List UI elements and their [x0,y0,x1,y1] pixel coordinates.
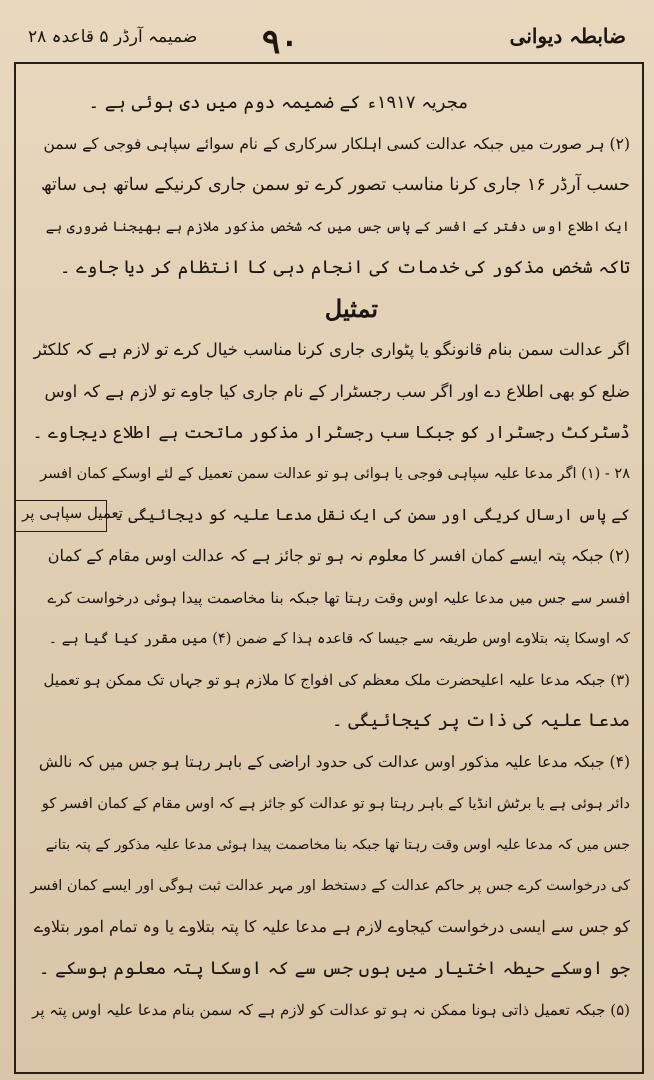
text-line: تاکہ شخص مذکور کی خدمات کی انجام دہی کا انتظام کر دیا جاوے ۔ [59,257,630,278]
book-title: ضابطہ دیوانی [509,24,626,48]
section-reference: ضمیمہ آرڈر ۵ قاعدہ ۲۸ [28,27,198,47]
page-number: ۹۰ [262,22,299,62]
text-line: جو اوسکے حیطہ اختیار میں ہوں جس سے کہ اوسکا پتہ معلوم ہوسکے ۔ [38,958,630,979]
text-line: (۲) ہر صورت میں جبکہ عدالت کسی اہلکار سرکاری کے نام سوائے سپاہی فوجی کے سمن [43,135,630,153]
text-line: ۲۸ - (۱) اگر مدعا علیہ سپاہی فوجی یا ہوائی ہو تو عدالت سمن تعمیل کے لئے اوسکے کمان افسر [40,466,630,482]
text-line: کی درخواست کرے جس پر حاکم عدالت کے دستخط اور مہر عدالت ثبت ہوگی اور ایسے کمان افسر [30,878,630,894]
section-heading: تمثیل [324,294,378,323]
text-line: مجریہ ۱۹۱۷ء کے ضمیمہ دوم میں دی ہوئی ہے ۔ [88,92,468,113]
text-line: (۲) جبکہ پتہ ایسے کمان افسر کا معلوم نہ ہو تو جائز ہے کہ عدالت اوس مقام کے کمان [47,546,630,565]
text-line: (۳) جبکہ مدعا علیہ اعلیحضرت ملک معظم کی افواج کا ملازم ہو تو جہاں تک ممکن ہو تعمیل [43,671,630,689]
text-line: کہ اوسکا پتہ بتلاوے اوس طریقہ سے جیسا کہ قاعدہ ہذا کے ضمن (۴) میں مقرر کیا گیا ہے ۔ [48,631,630,647]
text-line: افسر سے جس میں مدعا علیہ اوس وقت رہتا تھا جبکہ بنا مخاصمت پیدا ہوئی درخواست کرے [47,589,630,607]
text-line: اگر عدالت سمن بنام قانونگو یا پٹواری جاری کرنا مناسب خیال کرے تو لازم ہے کہ کلکٹر [33,340,630,359]
text-line: کو جس سے ایسی درخواست کیجاوے لازم ہے مدعا علیہ کا پتہ بتلاوے یا وہ تمام امور بتلاوے [33,917,630,936]
text-line: ایک اطلاع اوس دفتر کے افسر کے پاس جس میں کہ شخص مذکور ملازم ہے بھیجنا ضروری ہے [45,219,630,235]
text-line: حسب آرڈر ۱۶ جاری کرنا مناسب تصور کرے تو سمن جاری کرنیکے ساتھ ہی ساتھ [40,175,630,195]
text-line: دائر ہوئی ہے یا برٹش انڈیا کے باہر رہتا ہو تو عدالت کو جائز ہے کہ اوس مقام کے کمان افسر کو [41,796,630,812]
text-line: ڈسٹرکٹ رجسٹرار کو جبکا سب رجسٹرار مذکور ماتحت ہے اطلاع دیجاوے ۔ [32,423,630,443]
text-line: مدعا علیہ کی ذات پر کیجائیگی ۔ [331,710,630,731]
text-line: ضلع کو بھی اطلاع دے اور اگر سب رجسٹرار کے نام جاری کیا جاوے تو لازم ہے کہ اوس [44,382,630,401]
margin-note: تعمیل سپاہی پر [22,504,123,522]
text-line: کے پاس ارسال کریگی اور سمن کی ایک نقل مدعا علیہ کو دیجائیگی ۔ [113,505,630,524]
text-line: (۵) جبکہ تعمیل ذاتی ہونا ممکن نہ ہو تو عدالت کو لازم ہے کہ سمن بنام مدعا علیہ اوس پتہ پر [32,1001,630,1019]
text-line: جس میں کہ مدعا علیہ اوس وقت رہتا تھا جبکہ بنا مخاصمت پیدا ہوئی مدعا علیہ مذکور کے پتہ بتانے [45,837,630,853]
text-line: (۴) جبکہ مدعا علیہ مذکور اوس عدالت کی حدود اراضی کے باہر رہتا ہو جس میں کہ نالش [38,753,630,771]
